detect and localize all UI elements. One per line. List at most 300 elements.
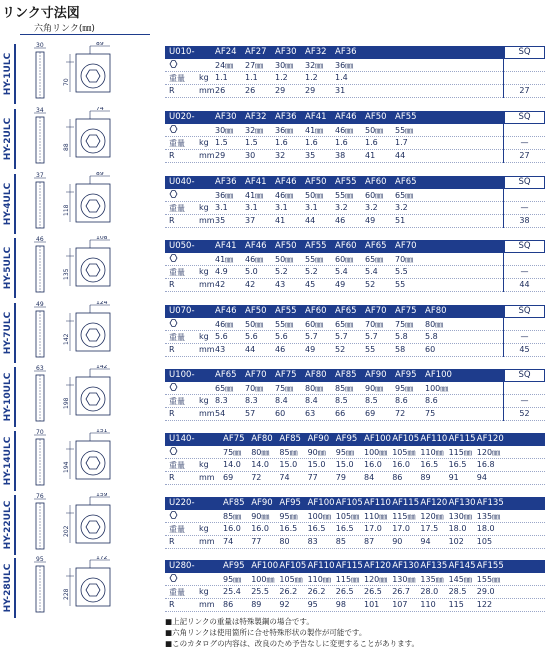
table-cell: 100㎜	[251, 575, 275, 584]
size-header: AF41	[215, 241, 237, 251]
row-label: 重量	[169, 333, 185, 342]
sq-weight: —	[520, 138, 529, 147]
page-title: リンク寸法図	[2, 6, 80, 21]
row-unit: kg	[199, 203, 209, 212]
link-drawing	[26, 236, 156, 294]
table-cell: 8.3	[215, 396, 228, 405]
table-cell: 105㎜	[335, 512, 360, 521]
table-cell: 26.5	[364, 587, 382, 596]
table-cell: 5.2	[305, 267, 318, 276]
table-cell: 120㎜	[364, 575, 388, 584]
table-cell: 94	[476, 473, 487, 482]
dim-height-value: 88	[63, 143, 70, 151]
row-label: 重量	[169, 74, 185, 83]
table-cell: 115㎜	[448, 448, 472, 457]
size-header: AF60	[365, 177, 387, 187]
product-code: U100-	[169, 370, 195, 380]
size-header: AF130	[448, 498, 476, 508]
sq-radius: 27	[519, 151, 530, 160]
table-cell: 101	[364, 600, 380, 609]
table-cell: 60㎜	[305, 320, 324, 329]
link-drawing	[26, 429, 156, 487]
sq-column-divider	[503, 253, 545, 292]
model-label	[2, 558, 16, 618]
table-cell: 74	[223, 537, 234, 546]
table-cell: 32	[275, 151, 286, 160]
size-header: AF65	[395, 177, 417, 187]
table-cell: 95㎜	[279, 512, 298, 521]
row-label: 重量	[169, 461, 185, 470]
row-label: 重量	[169, 268, 185, 277]
table-cell: 26.2	[279, 587, 298, 596]
table-cell: 16.5	[448, 460, 467, 469]
dim-height-value: 135	[63, 268, 70, 280]
table-cell: 17.0	[364, 524, 382, 533]
row-unit: kg	[199, 138, 209, 147]
size-header: AF50	[275, 241, 297, 251]
table-cell: 14.0	[251, 460, 269, 469]
table-cell: 8.6	[425, 396, 438, 405]
model-label	[2, 303, 16, 363]
row-unit: mm	[199, 409, 215, 418]
size-header: AF100	[251, 561, 279, 571]
size-header: AF95	[223, 561, 245, 571]
table-cell: 8.4	[305, 396, 318, 405]
table-cell: 15.0	[279, 460, 298, 469]
size-header: AF80	[251, 434, 273, 444]
table-cell: 46㎜	[275, 191, 294, 200]
row-label: 重量	[169, 204, 185, 213]
size-header: AF85	[279, 434, 301, 444]
table-cell: 65㎜	[365, 255, 384, 264]
table-cell: 36㎜	[215, 191, 234, 200]
hex-icon	[169, 60, 178, 70]
table-cell: 1.5	[215, 138, 228, 147]
table-cell: 110㎜	[307, 575, 331, 584]
size-header: AF120	[476, 434, 504, 444]
row-label: R	[169, 86, 175, 95]
size-header: AF70	[395, 241, 417, 251]
size-header: AF105	[392, 434, 420, 444]
row-unit: kg	[199, 460, 209, 469]
link-drawing	[26, 42, 156, 100]
table-cell: 16.8	[476, 460, 495, 469]
size-header: AF46	[335, 112, 357, 122]
dim-height-value: 142	[63, 333, 70, 345]
table-cell: 29.0	[476, 587, 495, 596]
table-cell: 95	[307, 600, 318, 609]
note-2: ■六角リンクは使用箇所に合せ特殊形状の製作が可能です。	[165, 628, 367, 637]
spec-table	[165, 46, 545, 98]
sq-column-divider	[503, 59, 545, 98]
size-header: AF65	[335, 306, 357, 316]
sq-radius: 44	[519, 280, 530, 289]
table-cell: 100㎜	[425, 384, 449, 393]
table-cell: 74	[279, 473, 290, 482]
table-cell: 32㎜	[245, 126, 264, 135]
spec-table	[165, 497, 545, 549]
product-code: U140-	[169, 434, 195, 444]
table-cell: 92	[279, 600, 290, 609]
table-cell: 86	[392, 473, 403, 482]
table-cell: 155㎜	[476, 575, 501, 584]
table-cell: 8.5	[365, 396, 378, 405]
table-cell: 72	[395, 409, 406, 418]
table-cell: 16.5	[307, 524, 326, 533]
size-header: AF155	[476, 561, 504, 571]
table-cell: 29	[305, 86, 316, 95]
table-cell: 3.1	[215, 203, 228, 212]
table-cell: 80㎜	[305, 384, 324, 393]
table-cell: 36㎜	[275, 126, 294, 135]
size-header: AF41	[245, 177, 267, 187]
table-cell: 49	[365, 216, 376, 225]
table-cell: 35	[305, 151, 316, 160]
table-cell: 14.0	[223, 460, 241, 469]
table-cell: 42	[245, 280, 256, 289]
product-code: U050-	[169, 241, 195, 251]
sq-header: SQ	[504, 176, 545, 189]
hex-row	[165, 573, 545, 586]
table-cell: 16.5	[279, 524, 298, 533]
table-cell: 110	[420, 600, 436, 609]
spec-table	[165, 560, 545, 612]
table-cell: 65㎜	[335, 320, 354, 329]
table-cell: 29	[275, 86, 286, 95]
dim-length-value: 172	[96, 556, 108, 561]
table-cell: 72	[251, 473, 262, 482]
row-unit: mm	[199, 473, 215, 482]
weight-row	[165, 137, 545, 150]
size-header: AF41	[305, 112, 327, 122]
hex-row	[165, 253, 545, 266]
table-cell: 5.7	[305, 332, 318, 341]
link-drawing	[26, 365, 156, 423]
row-unit: mm	[199, 86, 215, 95]
dim-length-value: 89	[96, 172, 104, 177]
table-cell: 5.7	[335, 332, 348, 341]
radius-row	[165, 536, 545, 549]
table-cell: 135㎜	[420, 575, 444, 584]
row-label: R	[169, 473, 175, 482]
table-cell: 60㎜	[335, 255, 354, 264]
table-cell: 87	[364, 537, 375, 546]
hex-row	[165, 59, 545, 72]
table-cell: 1.6	[365, 138, 378, 147]
size-header: AF55	[275, 306, 297, 316]
table-cell: 16.0	[223, 524, 241, 533]
table-cell: 100㎜	[364, 448, 388, 457]
table-cell: 110㎜	[364, 512, 388, 521]
row-label: 重量	[169, 525, 185, 534]
table-cell: 130㎜	[448, 512, 472, 521]
link-drawing	[26, 493, 156, 551]
row-label: R	[169, 537, 175, 546]
product-code: U220-	[169, 498, 195, 508]
size-header: AF50	[365, 112, 387, 122]
table-cell: 44	[245, 345, 256, 354]
dim-top-value: 46	[36, 236, 44, 243]
table-header	[165, 560, 545, 573]
size-header: AF36	[275, 112, 297, 122]
product-code: U020-	[169, 112, 195, 122]
table-cell: 120㎜	[420, 512, 444, 521]
table-cell: 3.1	[305, 203, 318, 212]
size-header: AF105	[335, 498, 363, 508]
dim-length-value: 124	[96, 301, 108, 306]
model-name: HY-10ULC	[3, 372, 13, 422]
sq-column-divider	[503, 189, 545, 228]
row-unit: kg	[199, 587, 209, 596]
row-label: R	[169, 345, 175, 354]
radius-row	[165, 408, 545, 421]
table-cell: 95㎜	[335, 448, 354, 457]
table-cell: 1.7	[395, 138, 408, 147]
table-cell: 46	[275, 345, 286, 354]
dim-length-value: 108	[96, 236, 108, 241]
dim-top-value: 70	[36, 429, 44, 436]
table-cell: 77	[251, 537, 262, 546]
size-header: AF100	[364, 434, 391, 444]
table-cell: 41	[365, 151, 376, 160]
table-cell: 1.6	[335, 138, 348, 147]
table-cell: 28.5	[448, 587, 467, 596]
size-header: AF100	[307, 498, 335, 508]
size-header: AF120	[364, 561, 391, 571]
table-cell: 90	[392, 537, 403, 546]
table-cell: 55	[365, 345, 376, 354]
model-label	[2, 174, 16, 234]
table-cell: 37	[245, 216, 256, 225]
model-label	[2, 367, 16, 427]
dim-length-value: 159	[96, 493, 108, 498]
size-header: AF80	[305, 370, 327, 380]
table-cell: 83	[307, 537, 318, 546]
spec-table	[165, 176, 545, 228]
table-cell: 43	[215, 345, 226, 354]
hex-row	[165, 382, 545, 395]
sq-weight: —	[520, 203, 529, 212]
table-cell: 43	[275, 280, 286, 289]
row-unit: mm	[199, 345, 215, 354]
size-header: AF65	[365, 241, 387, 251]
table-cell: 35	[215, 216, 226, 225]
size-header: AF70	[365, 306, 387, 316]
table-cell: 50㎜	[365, 126, 384, 135]
table-cell: 15.0	[307, 460, 326, 469]
table-cell: 8.5	[335, 396, 348, 405]
size-header: AF60	[335, 241, 357, 251]
dim-top-value: 49	[36, 301, 44, 308]
table-cell: 17.0	[392, 524, 410, 533]
model-name: HY-5ULC	[3, 246, 13, 290]
hex-row	[165, 189, 545, 202]
table-cell: 26.2	[307, 587, 326, 596]
radius-row	[165, 279, 545, 292]
table-cell: 50㎜	[245, 320, 264, 329]
dim-height-value: 194	[63, 461, 70, 473]
size-header: AF32	[305, 47, 327, 57]
table-cell: 52	[335, 345, 346, 354]
table-cell: 16.5	[335, 524, 354, 533]
spec-table	[165, 111, 545, 163]
dim-top-value: 37	[36, 172, 44, 179]
model-name: HY-7ULC	[3, 311, 13, 355]
size-header: AF110	[307, 561, 335, 571]
product-code: U280-	[169, 561, 195, 571]
table-cell: 63	[305, 409, 316, 418]
row-unit: kg	[199, 524, 209, 533]
row-unit: kg	[199, 332, 209, 341]
size-header: AF70	[245, 370, 267, 380]
table-cell: 5.8	[395, 332, 408, 341]
table-cell: 5.2	[275, 267, 288, 276]
table-cell: 5.6	[245, 332, 258, 341]
size-header: AF110	[364, 498, 391, 508]
hex-icon	[169, 254, 178, 264]
link-drawing	[26, 556, 156, 614]
table-cell: 18.0	[448, 524, 467, 533]
weight-row	[165, 395, 545, 408]
dim-length-value: 89	[96, 42, 104, 47]
weight-row	[165, 266, 545, 279]
size-header: AF145	[448, 561, 476, 571]
table-cell: 75㎜	[223, 448, 242, 457]
table-cell: 85㎜	[223, 512, 242, 521]
size-header: AF95	[279, 498, 301, 508]
table-cell: 55㎜	[395, 126, 414, 135]
table-cell: 90㎜	[251, 512, 270, 521]
table-cell: 89	[420, 473, 431, 482]
size-header: AF90	[251, 498, 273, 508]
dim-top-value: 76	[36, 493, 44, 500]
table-cell: 120㎜	[476, 448, 501, 457]
table-cell: 5.4	[365, 267, 378, 276]
size-header: AF115	[392, 498, 420, 508]
table-cell: 115㎜	[392, 512, 416, 521]
table-cell: 95㎜	[395, 384, 414, 393]
sq-header: SQ	[504, 111, 545, 124]
size-header: AF55	[305, 241, 327, 251]
row-unit: mm	[199, 600, 215, 609]
table-cell: 26	[215, 86, 226, 95]
table-cell: 100㎜	[307, 512, 331, 521]
dim-length-value: 151	[96, 429, 108, 434]
table-cell: 50㎜	[275, 255, 294, 264]
row-label: R	[169, 600, 175, 609]
size-header: AF105	[279, 561, 307, 571]
model-name: HY-28ULC	[3, 563, 13, 613]
size-header: AF95	[335, 434, 358, 444]
table-cell: 70㎜	[245, 384, 264, 393]
table-cell: 57	[245, 409, 256, 418]
table-cell: 58	[395, 345, 406, 354]
table-cell: 44	[305, 216, 316, 225]
table-cell: 26	[245, 86, 256, 95]
table-cell: 30㎜	[215, 126, 234, 135]
size-header: AF85	[335, 370, 357, 380]
dim-height-value: 198	[63, 397, 70, 409]
model-name: HY-2ULC	[3, 117, 13, 161]
model-name: HY-1ULC	[3, 52, 13, 96]
size-header: AF55	[335, 177, 357, 187]
sq-header: SQ	[504, 305, 545, 318]
table-cell: 1.1	[215, 73, 228, 82]
table-cell: 18.0	[476, 524, 495, 533]
row-unit: mm	[199, 216, 215, 225]
hex-row	[165, 124, 545, 137]
notes	[165, 616, 419, 649]
table-cell: 5.5	[395, 267, 408, 276]
table-cell: 32㎜	[305, 61, 324, 70]
model-label	[2, 109, 16, 169]
size-header: AF27	[245, 47, 267, 57]
table-cell: 75㎜	[275, 384, 294, 393]
sq-weight: —	[520, 396, 529, 405]
dim-top-value: 34	[36, 107, 44, 114]
table-cell: 41	[275, 216, 286, 225]
table-cell: 85㎜	[279, 448, 298, 457]
table-cell: 84	[364, 473, 375, 482]
table-cell: 135㎜	[476, 512, 501, 521]
sq-header: SQ	[504, 369, 545, 382]
table-cell: 91	[448, 473, 459, 482]
row-label: R	[169, 151, 175, 160]
table-cell: 38	[335, 151, 346, 160]
table-cell: 8.6	[395, 396, 408, 405]
model-name: HY-22ULC	[3, 500, 13, 550]
table-cell: 30	[245, 151, 256, 160]
table-cell: 4.9	[215, 267, 228, 276]
size-header: AF100	[425, 370, 452, 380]
table-cell: 70㎜	[395, 255, 414, 264]
table-cell: 1.6	[275, 138, 288, 147]
table-cell: 49	[305, 345, 316, 354]
size-header: AF75	[275, 370, 297, 380]
row-unit: mm	[199, 280, 215, 289]
table-header	[165, 240, 545, 253]
table-cell: 5.4	[335, 267, 348, 276]
size-header: AF95	[395, 370, 417, 380]
table-cell: 75㎜	[395, 320, 414, 329]
dim-length-value: 142	[96, 365, 108, 370]
table-cell: 29	[215, 151, 226, 160]
table-cell: 122	[476, 600, 493, 609]
table-cell: 24㎜	[215, 61, 234, 70]
table-cell: 1.2	[305, 73, 318, 82]
size-header: AF85	[223, 498, 245, 508]
weight-row	[165, 202, 545, 215]
link-drawing	[26, 107, 156, 165]
size-header: AF46	[275, 177, 297, 187]
table-cell: 110㎜	[420, 448, 444, 457]
table-header	[165, 46, 545, 59]
table-cell: 28.0	[420, 587, 439, 596]
size-header: AF90	[307, 434, 330, 444]
table-cell: 46	[335, 216, 346, 225]
product-code: U040-	[169, 177, 195, 187]
row-label: R	[169, 216, 175, 225]
table-cell: 41㎜	[215, 255, 234, 264]
size-header: AF32	[245, 112, 267, 122]
dim-height-value: 228	[63, 588, 70, 600]
table-cell: 5.6	[275, 332, 288, 341]
table-cell: 3.2	[365, 203, 378, 212]
row-unit: kg	[199, 396, 209, 405]
weight-row	[165, 586, 545, 599]
table-cell: 3.1	[275, 203, 288, 212]
dim-top-value: 95	[36, 556, 44, 563]
